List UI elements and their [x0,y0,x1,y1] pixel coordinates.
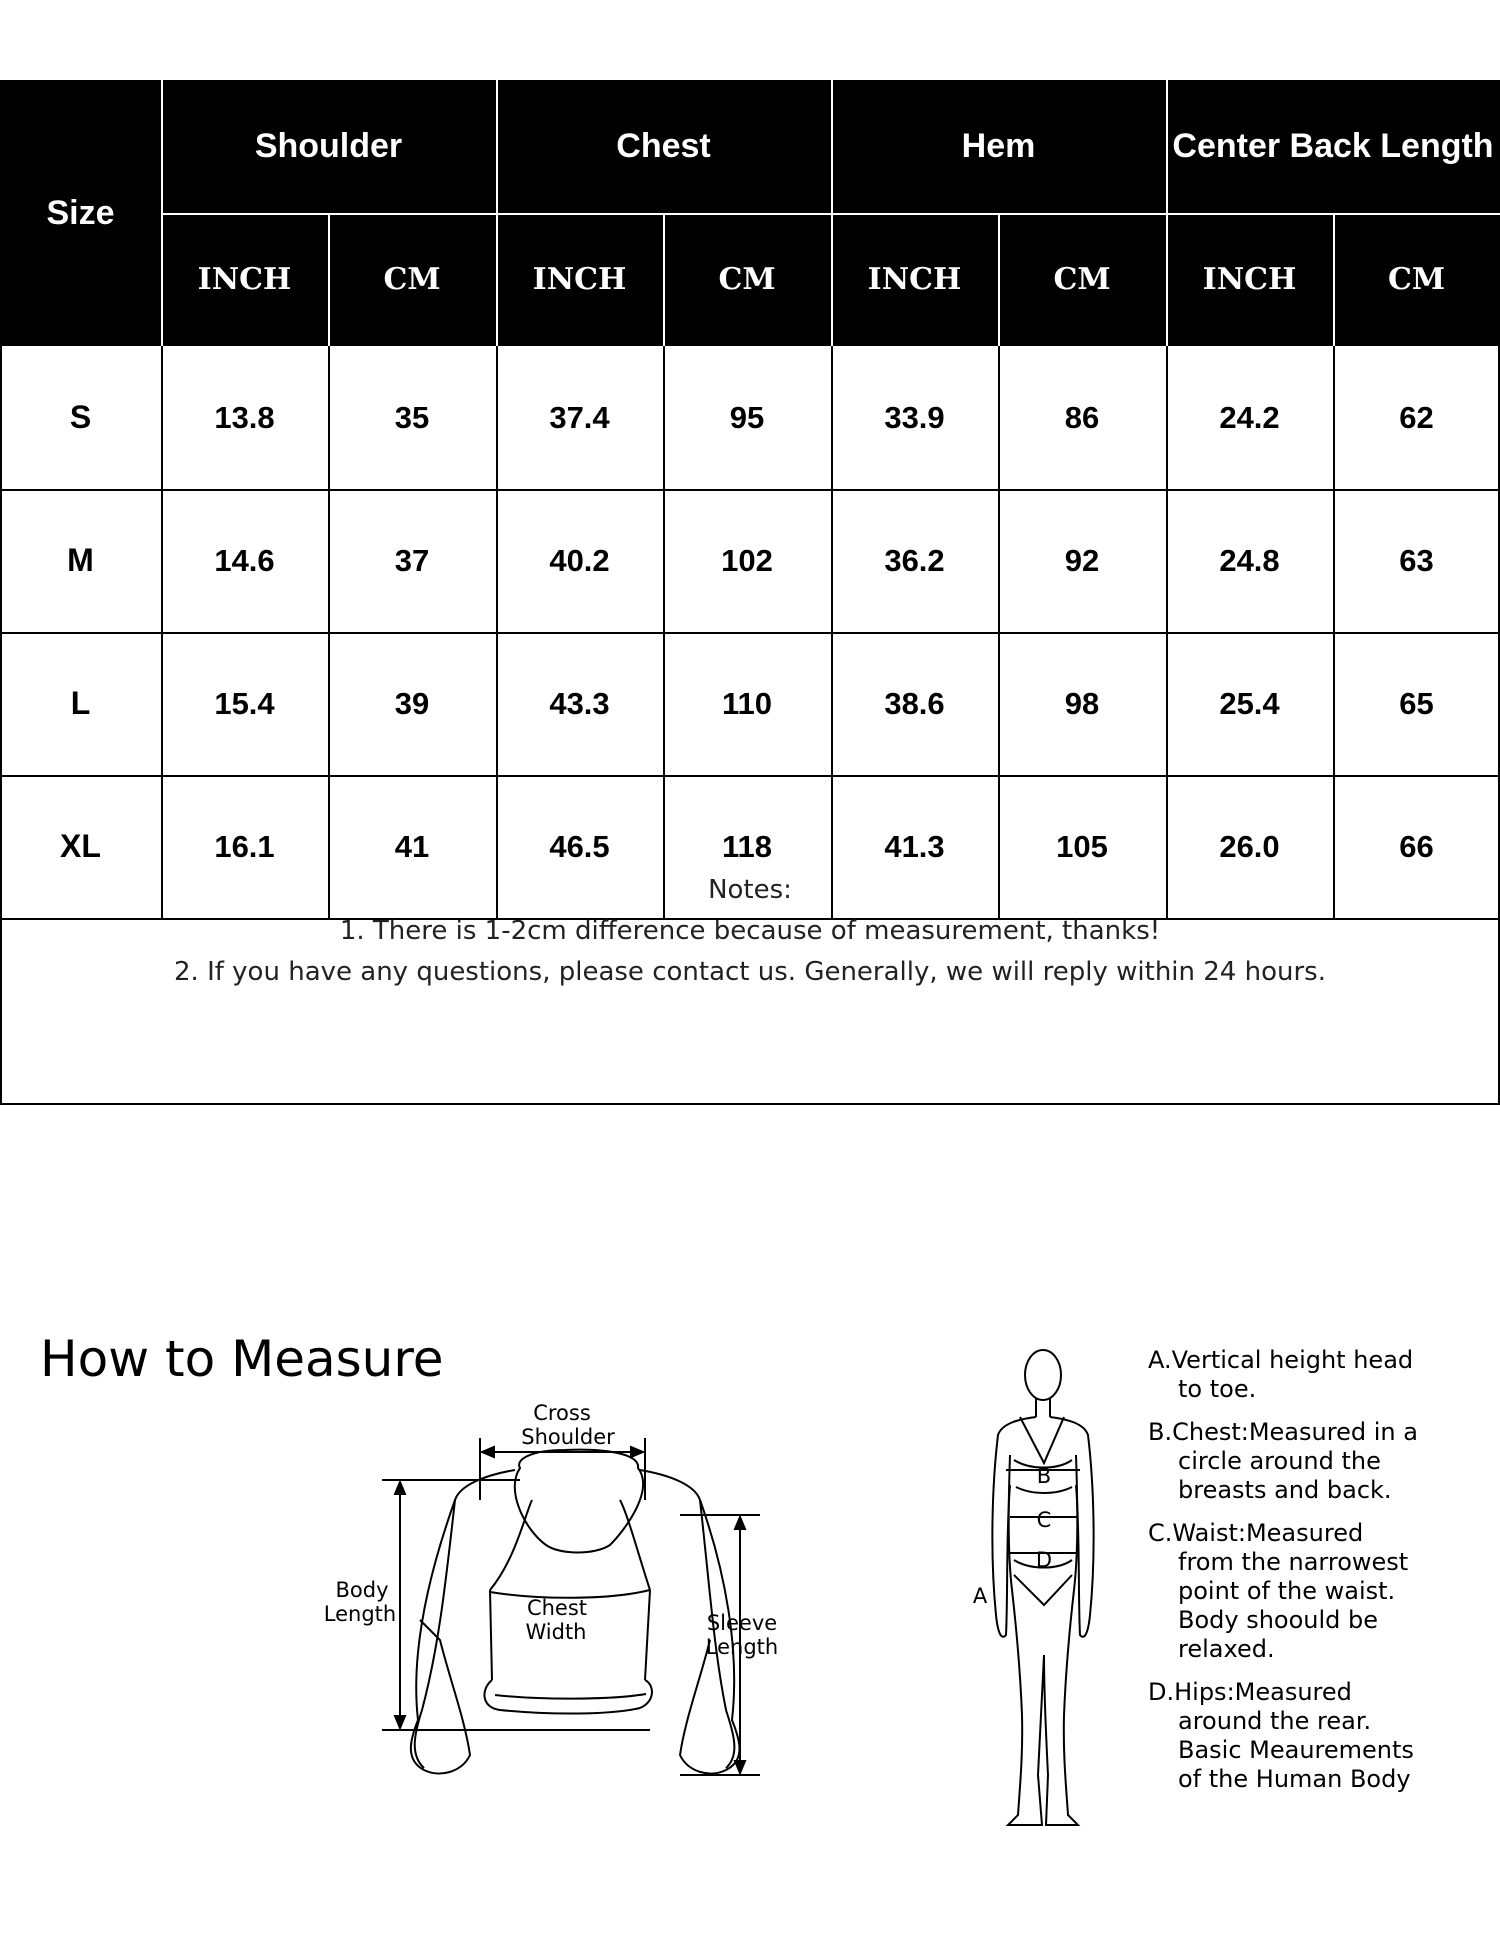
legend-item-heading: C.Waist:Measured [1148,1519,1364,1547]
notes-title: Notes: [708,875,792,905]
group-header: Shoulder [161,80,496,213]
marker-d: D [1035,1548,1053,1572]
value-cell: 102 [721,542,773,578]
marker-a: A [972,1584,988,1608]
human-body-diagram [960,1335,1100,1835]
cross-shoulder-label-1: Cross [533,1401,591,1425]
notes-box [0,840,1500,1025]
legend-item [1148,1678,1493,1794]
marker-b: B [1036,1464,1052,1488]
chest-width-label-1: Chest [526,1596,588,1620]
value-cell: 118 [721,828,772,864]
value-cell: 41.3 [884,828,945,864]
unit-header: INCH [161,213,328,346]
value-cell: 37 [394,542,430,578]
value-cell: 66 [1399,828,1434,864]
value-cell: 40.2 [549,542,610,578]
value-cell: 95 [729,399,765,435]
body-length-label-1: Body [335,1578,389,1602]
size-cell: XL [60,828,101,864]
unit-header: CM [663,213,831,346]
how-to-measure-title: How to Measure [40,1330,444,1388]
value-cell: 65 [1399,685,1434,721]
value-cell: 36.2 [884,542,945,578]
group-header: Hem [831,80,1166,213]
head-outline [1025,1350,1061,1400]
legend-item-heading: B.Chest:Measured in a [1148,1418,1418,1446]
size-column-header: Size [0,80,161,346]
cross-shoulder-label-2: Shoulder [521,1425,615,1449]
value-cell: 110 [721,685,772,721]
legend-item-line: from the narrowest [1178,1548,1409,1576]
size-cell: L [70,685,91,721]
marker-c: C [1036,1508,1052,1532]
unit-header: INCH [831,213,998,346]
value-cell: 86 [1064,399,1100,435]
garment-measurement-diagram [310,1390,790,1790]
value-cell: 24.2 [1219,399,1280,435]
unit-header: CM [1333,213,1500,346]
value-cell: 15.4 [214,685,275,721]
value-cell: 46.5 [549,828,610,864]
notes-line-1: 1. There is 1-2cm difference because of measurement, thanks! [339,916,1161,946]
value-cell: 13.8 [214,399,275,435]
legend-item-line: to toe. [1178,1375,1257,1403]
legend-item-line: point of the waist. [1178,1577,1396,1605]
legend-item-heading: A.Vertical height head [1148,1346,1414,1374]
unit-header: INCH [496,213,663,346]
value-cell: 43.3 [549,685,610,721]
value-cell: 105 [1056,828,1108,864]
value-cell: 33.9 [884,399,945,435]
sleeve-length-label-1: Sleeve [706,1611,778,1635]
value-cell: 41 [394,828,430,864]
value-cell: 63 [1399,542,1434,578]
group-header: Chest [496,80,831,213]
legend-item-line: of the Human Body [1178,1765,1411,1793]
value-cell: 37.4 [549,399,610,435]
chest-width-label-2: Width [525,1620,587,1644]
value-cell: 26.0 [1219,828,1280,864]
value-cell: 62 [1399,399,1434,435]
legend-item [1148,1346,1493,1404]
legend-item-line: relaxed. [1178,1635,1275,1663]
legend-item [1148,1519,1493,1664]
hood-outline [515,1450,643,1553]
unit-header: CM [998,213,1166,346]
legend-item-line: circle around the [1178,1447,1381,1475]
legend-item-line: Body shoould be [1178,1606,1379,1634]
value-cell: 16.1 [214,828,275,864]
legend-item-heading: D.Hips:Measured [1148,1678,1352,1706]
measurement-legend [1148,1346,1493,1808]
size-cell: M [67,542,94,578]
value-cell: 35 [394,399,430,435]
value-cell: 25.4 [1219,685,1280,721]
value-cell: 39 [394,685,430,721]
legend-item-line: around the rear. [1178,1707,1372,1735]
value-cell: 24.8 [1219,542,1280,578]
size-cell: S [69,399,92,435]
body-length-label-2: Length [323,1602,397,1626]
legend-item [1148,1418,1493,1505]
notes-line-2: 2. If you have any questions, please contact us. Generally, we will reply within 24 hours. [174,957,1326,987]
legend-item-line: Basic Meaurements [1178,1736,1414,1764]
value-cell: 14.6 [214,542,275,578]
legend-item-line: breasts and back. [1178,1476,1392,1504]
garment-outline [411,1470,515,1774]
value-cell: 98 [1064,685,1100,721]
unit-header: CM [328,213,496,346]
sleeve-length-label-2: Length [705,1635,779,1659]
unit-header: INCH [1166,213,1333,346]
group-header: Center Back Length [1166,80,1500,213]
value-cell: 92 [1064,542,1100,578]
value-cell: 38.6 [884,685,945,721]
